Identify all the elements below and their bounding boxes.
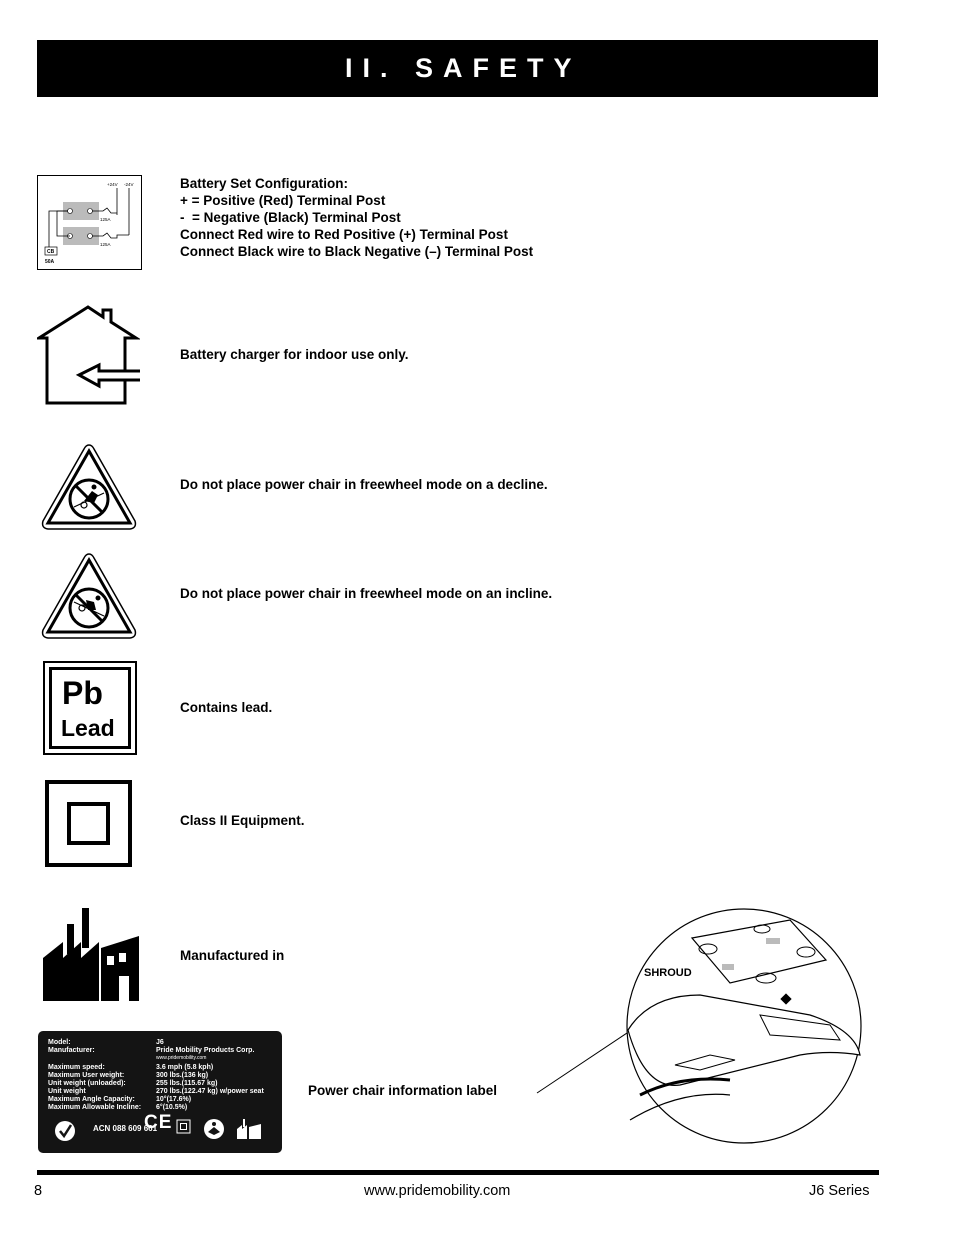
fuse-label: 125A bbox=[100, 242, 111, 247]
info-label-value: 300 lbs.(136 kg) bbox=[156, 1072, 209, 1079]
factory-small-icon bbox=[237, 1117, 261, 1139]
info-label-key: Maximum Allowable Incline: bbox=[48, 1104, 142, 1111]
battery-line: - = Negative (Black) Terminal Post bbox=[180, 210, 401, 225]
info-label-key: Manufacturer: bbox=[48, 1047, 95, 1054]
info-label-row bbox=[48, 1039, 264, 1047]
symbol-text-indoor: Battery charger for indoor use only. bbox=[180, 347, 409, 362]
section-header-bar bbox=[37, 40, 878, 97]
ce-mark-icon: CE bbox=[144, 1112, 173, 1133]
info-label-key: Maximum speed: bbox=[48, 1064, 105, 1071]
no-freewheel-decline-icon bbox=[40, 443, 138, 531]
shroud-illustration bbox=[530, 905, 870, 1150]
info-label-value: 6°(10.5%) bbox=[156, 1104, 188, 1111]
voltage-negative-label: -24V bbox=[124, 182, 134, 187]
info-label-row bbox=[48, 1104, 264, 1112]
voltage-positive-label: +24V bbox=[107, 182, 118, 187]
lead-symbol: Pb bbox=[62, 675, 103, 711]
info-label-table bbox=[48, 1039, 264, 1112]
acn-number: ACN 088 609 661 bbox=[93, 1124, 158, 1133]
shroud-label: SHROUD bbox=[644, 967, 692, 979]
info-label-row bbox=[48, 1047, 264, 1061]
battery-line: + = Positive (Red) Terminal Post bbox=[180, 193, 386, 208]
circuit-breaker-rating: 50A bbox=[45, 259, 55, 265]
info-label-value: J6 bbox=[156, 1039, 164, 1046]
info-label-value: 10°(17.6%) bbox=[156, 1096, 192, 1103]
info-label-row bbox=[48, 1064, 264, 1072]
info-label-row bbox=[48, 1088, 264, 1096]
battery-config-text bbox=[180, 175, 533, 260]
info-label-key: Maximum User weight: bbox=[48, 1072, 125, 1079]
footer-url[interactable]: www.pridemobility.com bbox=[364, 1183, 511, 1199]
read-manual-icon bbox=[203, 1118, 225, 1140]
info-label-row bbox=[48, 1080, 264, 1088]
c-tick-mark-icon bbox=[54, 1120, 76, 1142]
info-label-callout: Power chair information label bbox=[308, 1083, 498, 1098]
symbol-text-class-ii: Class II Equipment. bbox=[180, 813, 305, 828]
symbol-text-lead: Contains lead. bbox=[180, 700, 273, 715]
info-label-value bbox=[156, 1047, 264, 1061]
info-label-row bbox=[48, 1096, 264, 1104]
page-title: II. SAFETY bbox=[345, 53, 582, 83]
no-freewheel-incline-icon bbox=[40, 552, 138, 640]
info-label-row bbox=[48, 1072, 264, 1080]
footer-rule bbox=[37, 1170, 879, 1175]
class-ii-small-icon bbox=[176, 1119, 192, 1139]
battery-line: Connect Red wire to Red Positive (+) Terminal Post bbox=[180, 227, 508, 242]
info-label-value: 270 lbs.(122.47 kg) w/power seat bbox=[156, 1088, 264, 1095]
info-label-website: www.pridemobility.com bbox=[156, 1055, 207, 1061]
house-indoor-icon bbox=[37, 305, 140, 405]
footer-series: J6 Series bbox=[809, 1183, 870, 1199]
page-number: 8 bbox=[34, 1183, 43, 1199]
info-label-value: 3.6 mph (5.8 kph) bbox=[156, 1064, 214, 1071]
factory-icon bbox=[43, 908, 139, 1001]
class-ii-icon bbox=[45, 780, 132, 867]
battery-line: Connect Black wire to Black Negative (–) Terminal Post bbox=[180, 244, 534, 259]
lead-icon bbox=[43, 661, 137, 755]
info-label-manufacturer: Pride Mobility Products Corp. bbox=[156, 1047, 255, 1054]
symbol-text-manufactured: Manufactured in bbox=[180, 948, 285, 963]
info-label-key: Maximum Angle Capacity: bbox=[48, 1096, 135, 1103]
battery-line: Battery Set Configuration: bbox=[180, 176, 349, 191]
circuit-breaker-label: CB bbox=[47, 249, 55, 255]
lead-word: Lead bbox=[61, 715, 115, 741]
symbol-text-incline: Do not place power chair in freewheel mode on an incline. bbox=[180, 586, 553, 601]
symbol-text-decline: Do not place power chair in freewheel mode on a decline. bbox=[180, 477, 548, 492]
info-label-key: Unit weight bbox=[48, 1088, 86, 1095]
battery-config-diagram-icon bbox=[37, 175, 142, 270]
info-label-plate bbox=[38, 1031, 282, 1153]
fuse-label: 125A bbox=[100, 217, 111, 222]
info-label-value: 255 lbs.(115.67 kg) bbox=[156, 1080, 218, 1087]
info-label-key: Unit weight (unloaded): bbox=[48, 1080, 126, 1087]
info-label-key: Model: bbox=[48, 1039, 71, 1046]
